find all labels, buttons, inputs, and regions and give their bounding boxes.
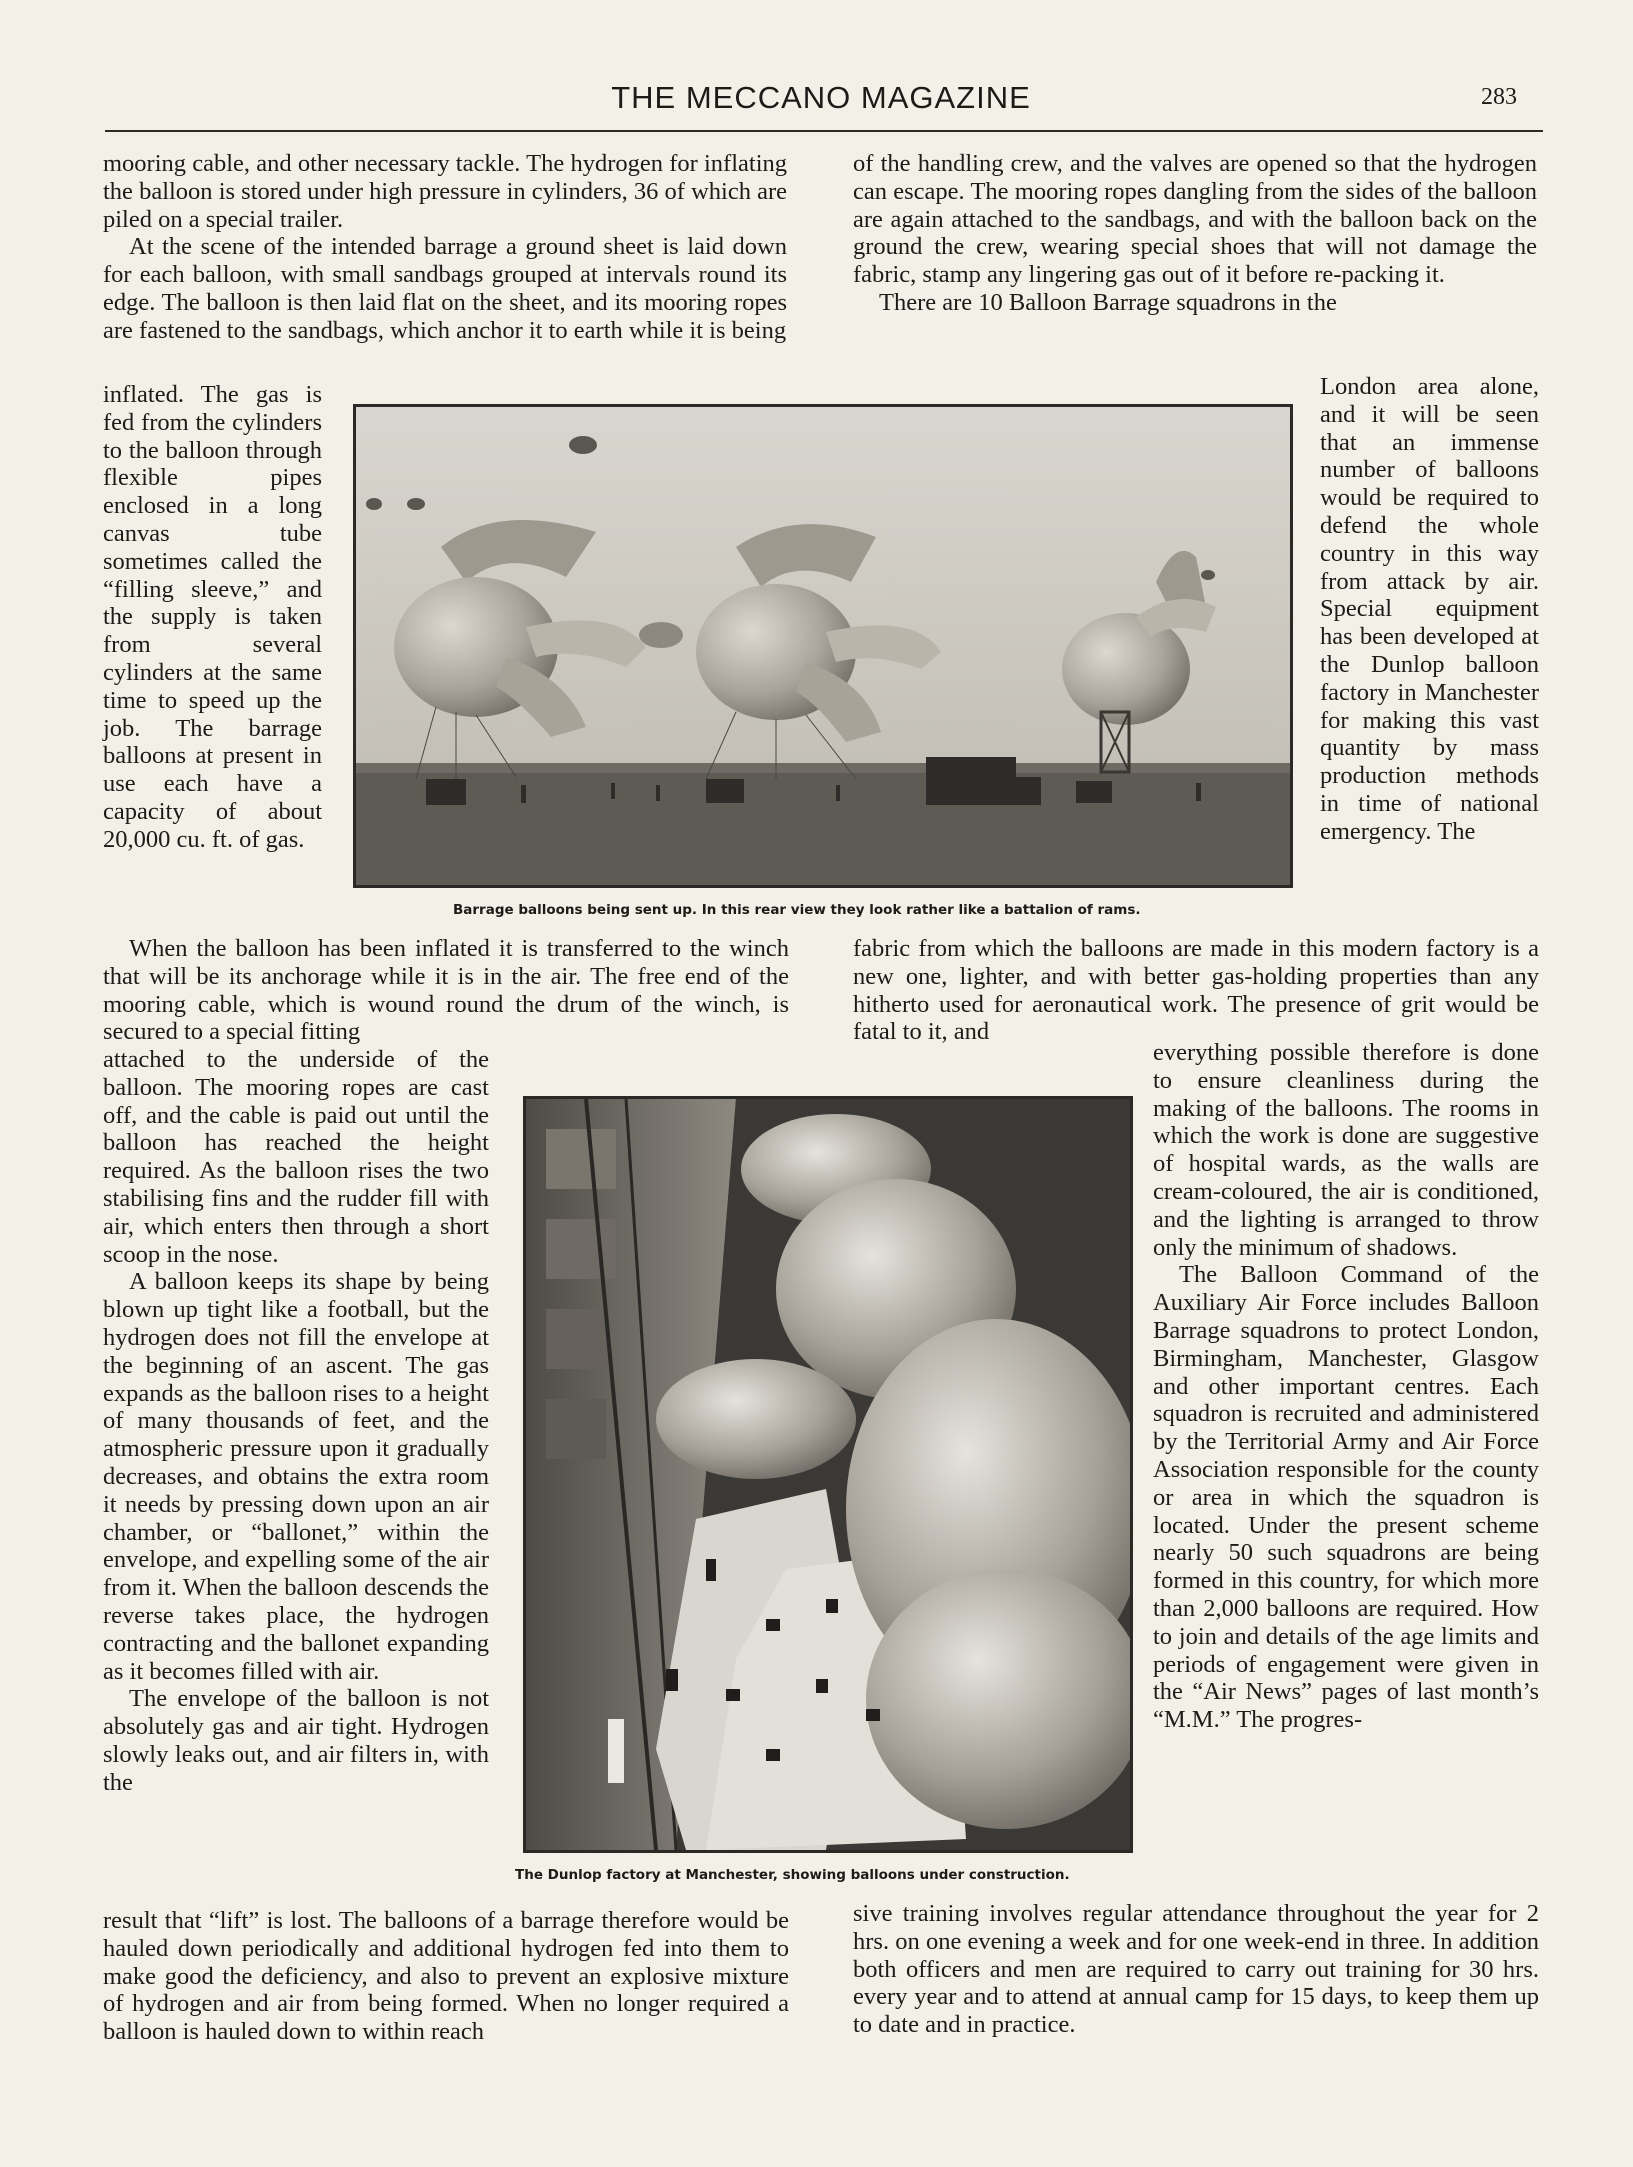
paragraph: When the balloon has been inflated it is transferred to the winch that will be its anchorage while it is in the air. The free end of the mooring cable, which is wound round the drum of the winch, is secured to a special fitting xyxy=(103,935,789,1046)
right-middle-text xyxy=(853,935,1539,1046)
paragraph: London area alone, and it will be seen that an immense number of balloons would be required to defend the whole country in this way from attack by air. Special equipment has been developed at the Dunlop balloon factory in Manchester for making this vast quantity by mass production methods in time of national emergency. The xyxy=(1320,373,1539,845)
page-header xyxy=(105,78,1537,120)
left-narrow-text-2 xyxy=(103,1046,489,1797)
right-top-text xyxy=(853,150,1537,317)
paragraph: A balloon keeps its shape by being blown up tight like a football, but the hydrogen does not fill the envelope at the beginning of an ascent. The gas expands as the balloon rises to a height of many thousands of feet, and the atmospheric pressure upon it gradually decreases, and obtains the extra room it needs by pressing down upon an air chamber, or “ballonet,” within the envelope, and expelling some of the air from it. When the balloon descends the reverse takes place, the hydrogen contracting and the ballonet expanding as it becomes filled with air. xyxy=(103,1268,489,1685)
paragraph: There are 10 Balloon Barrage squadrons in the xyxy=(879,288,1337,316)
factory-illustration xyxy=(526,1099,1130,1850)
magazine-title: THE MECCANO MAGAZINE xyxy=(611,80,1031,115)
left-top-text xyxy=(103,150,787,345)
paragraph: attached to the underside of the balloon. The mooring ropes are cast off, and the cable is paid out until the balloon has reached the height required. As the balloon rises the two stabilising fins and the rudder fill with air, which enters then through a short scoop in the nose. xyxy=(103,1046,489,1268)
right-narrow-text-1 xyxy=(1320,373,1539,846)
right-bottom-text xyxy=(853,1900,1539,2039)
left-narrow-text-1 xyxy=(103,381,322,854)
paragraph: mooring cable, and other necessary tackle. The hydrogen for inflating the balloon is stored under high pressure in cylinders, 36 of which are piled on a special trailer. xyxy=(103,150,787,233)
paragraph: The Balloon Command of the Auxiliary Air Force includes Balloon Barrage squadrons to protect London, Birmingham, Manchester, Glasgow and other important centres. Each squadron is recruited and administered by the Territorial Army and Air Force Association responsible for the county or area in which the squadron is located. Under the present scheme nearly 50 such squadrons are being formed in this country, for which more than 2,000 balloons are required. How to join and details of the age limits and periods of engagement were given in the “Air News” pages of last month’s “M.M.” The progres- xyxy=(1153,1261,1539,1734)
left-middle-text xyxy=(103,935,789,1046)
paragraph: everything possible therefore is done to ensure cleanliness during the making of the balloons. The rooms in which the work is done are suggestive of hospital wards, as the walls are cream-coloured, the air is conditioned, and the lighting is arranged to throw only the minimum of shadows. xyxy=(1153,1039,1539,1261)
paragraph: result that “lift” is lost. The balloons of a barrage therefore would be hauled down periodically and additional hydrogen fed into them to make good the deficiency, and also to prevent an explosive mixture of hydrogen and air from being formed. When no longer required a balloon is hauled down to within reach xyxy=(103,1907,789,2046)
paragraph: At the scene of the intended barrage a ground sheet is laid down for each balloon, with small sandbags grouped at intervals round its edge. The balloon is then laid flat on the sheet, and its mooring ropes are fastened to the sandbags, which anchor it to earth while it is being xyxy=(103,233,787,344)
factory-photo xyxy=(523,1096,1133,1853)
right-narrow-text-2 xyxy=(1153,1039,1539,1734)
barrage-balloons-illustration xyxy=(356,407,1290,885)
barrage-photo-caption: Barrage balloons being sent up. In this rear view they look rather like a battalion of rams. xyxy=(453,902,1141,918)
paragraph: fabric from which the balloons are made in this modern factory is a new one, lighter, and with better gas-holding properties than any hitherto used for aeronautical work. The presence of grit would be fatal to it, and xyxy=(853,935,1539,1046)
factory-photo-caption: The Dunlop factory at Manchester, showing balloons under construction. xyxy=(515,1867,1070,1883)
left-bottom-text xyxy=(103,1907,789,2046)
paragraph: inflated. The gas is fed from the cylinders to the balloon through flexible pipes enclosed in a long canvas tube sometimes called the “filling sleeve,” and the supply is taken from several cylinders at the same time to speed up the job. The barrage balloons at present in use each have a capacity of about 20,000 cu. ft. of gas. xyxy=(103,381,322,853)
paragraph: sive training involves regular attendance throughout the year for 2 hrs. on one evening a week and for one week-end in three. In addition both officers and men are required to carry out training for 30 hrs. every year and to attend at annual camp for 15 days, to keep them up to date and in practice. xyxy=(853,1900,1539,2039)
page-number: 283 xyxy=(1481,84,1517,110)
paragraph: of the handling crew, and the valves are opened so that the hydrogen can escape. The mooring ropes dangling from the sides of the balloon are again attached to the sandbags, and with the balloon back on the ground the crew, wearing special shoes that will not damage the fabric, stamp any lingering gas out of it before re-packing it. xyxy=(853,150,1537,289)
header-rule xyxy=(105,130,1543,132)
paragraph: The envelope of the balloon is not absolutely gas and air tight. Hydrogen slowly leaks out, and air filters in, with the xyxy=(103,1685,489,1796)
barrage-balloons-photo xyxy=(353,404,1293,888)
